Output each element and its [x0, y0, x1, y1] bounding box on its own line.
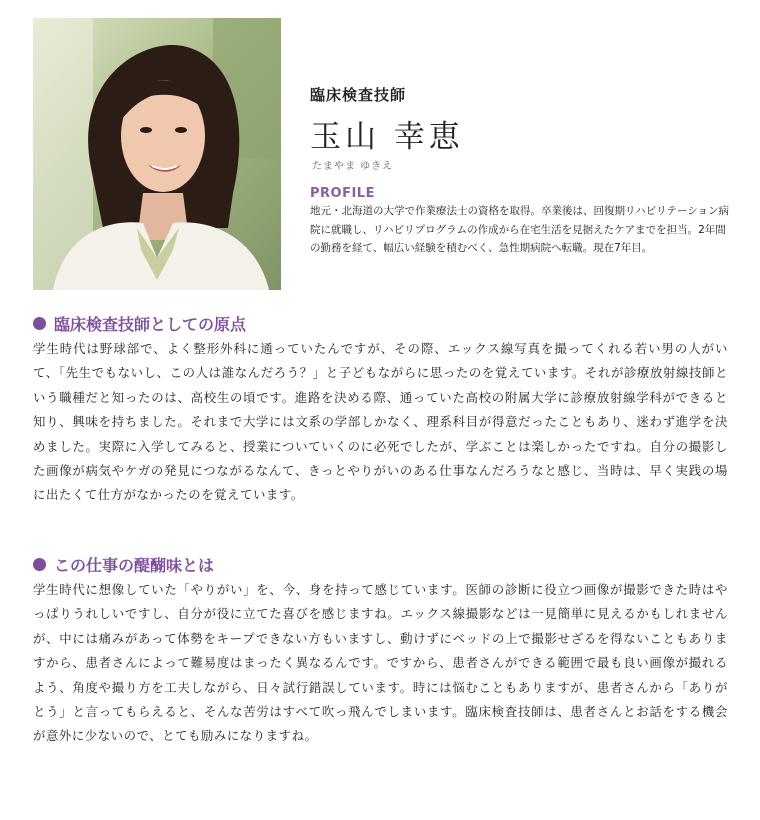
- job-title: 臨床検査技師: [310, 86, 407, 104]
- profile-block: [310, 84, 730, 258]
- bullet-dot-icon: [33, 558, 46, 571]
- section-heading-text: この仕事の醍醐味とは: [54, 555, 215, 575]
- profile-heading: PROFILE: [310, 186, 375, 201]
- person-name: 玉山 幸恵: [310, 119, 464, 155]
- profile-text: 地元・北海道の大学で作業療法士の資格を取得。卒業後は、回復期リハビリテーション病院に就職し、リハビリプログラムの作成から在宅生活を見据えたケアまでを担当。2年間の勤務を経て、幅広い経験を積むべく、急性期病院へ転職。現在7年目。: [310, 205, 730, 254]
- section-heading: [33, 312, 728, 334]
- section-body: 学生時代は野球部で、よく整形外科に通っていたんですが、その際、エックス線写真を撮ってくれる若い男の人がいて、「先生でもないし、この人は誰なんだろう？」と子どもながらに思ったのを覚えています。それが診療放射線技師という職種だと知ったのは、高校生の頃です。進路を決める際、通っていた高校の附属大学に診療放射線学科ができると知り、興味を持ちました。それまで大学には文系の学部しかなく、理系科目が得意だったこともあり、迷わず進学を決めました。実際に入学してみると、授業についていくのに必死でしたが、学ぶことは楽しかったですね。自分の撮影した画像が病気やケガの発見につながるなんて、きっとやりがいのある仕事なんだろうなと感じ、当時は、早く実践の場に出たくて仕方がなかったのを覚えています。: [33, 341, 728, 503]
- section-heading: [33, 553, 728, 575]
- portrait-photo: [33, 18, 281, 290]
- section-body: 学生時代に想像していた「やりがい」を、今、身を持って感じています。医師の診断に役立つ画像が撮影できた時はやっぱりうれしいですし、自分が役に立てた喜びを感じますね。エックス線撮影などは一見簡単に見えるかもしれませんが、中には痛みがあって体勢をキープできない方もいますし、動けずにベッドの上で撮影せざるを得ないこともありますから、患者さんによって難易度はまったく異なるんです。ですから、患者さんができる範囲で最も良い画像が撮れるよう、角度や撮り方を工夫しながら、日々試行錯誤しています。時には悩むこともありますが、患者さんから「ありがとう」と言ってもらえると、そんな苦労はすべて吹っ飛んでしまいます。臨床検査技師は、患者さんとお話をする機会が意外に少ないので、とても励みになりますね。: [33, 582, 728, 744]
- name-reading: たまやま ゆきえ: [312, 161, 394, 172]
- section-appeal: [33, 553, 728, 749]
- section-heading-text: 臨床検査技師としての原点: [54, 314, 247, 334]
- bullet-dot-icon: [33, 317, 46, 330]
- section-origin: [33, 312, 728, 508]
- portrait-illustration: [33, 18, 281, 290]
